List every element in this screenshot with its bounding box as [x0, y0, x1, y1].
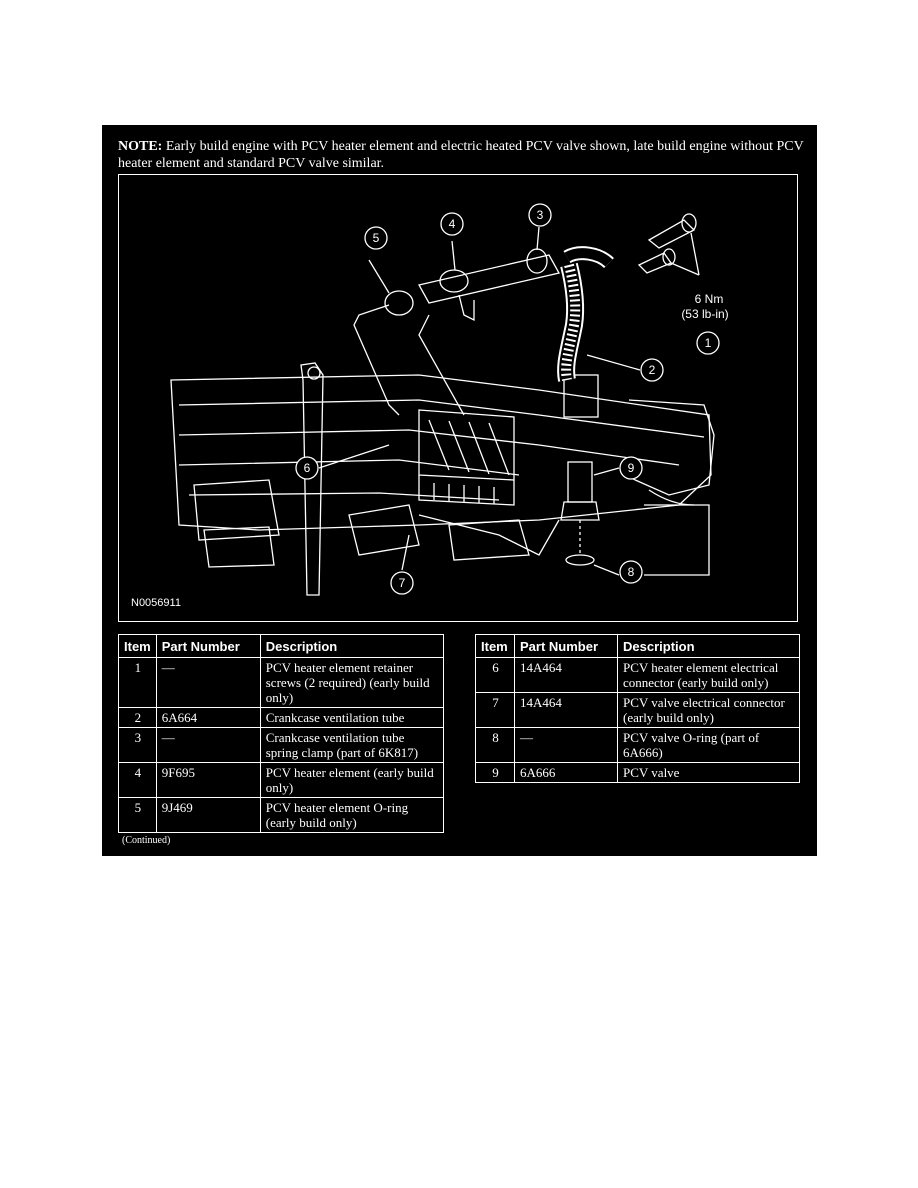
lower-component	[349, 505, 419, 555]
row-item: 8	[476, 728, 515, 763]
leader-6	[319, 445, 389, 468]
leader-torque	[691, 233, 699, 275]
row-part-number: —	[156, 658, 260, 708]
table-header-row	[476, 635, 800, 658]
document-panel	[102, 125, 817, 856]
heater-housing	[440, 270, 468, 292]
heater-wire	[354, 305, 399, 415]
figure-id: N0056911	[131, 597, 181, 609]
table-row	[476, 658, 800, 693]
pcv-valve-body	[568, 462, 592, 502]
callout-4: 4	[448, 217, 456, 231]
row-part-number: —	[515, 728, 618, 763]
callout-7: 7	[398, 576, 406, 590]
parts-table-right	[475, 634, 800, 783]
engine-rib-line	[179, 400, 704, 437]
row-part-number: 9F695	[156, 763, 260, 798]
row-description: PCV valve O-ring (part of 6A666)	[618, 728, 800, 763]
lower-component	[204, 527, 274, 567]
row-description: PCV heater element (early build only)	[260, 763, 443, 798]
header-description: Description	[618, 635, 800, 658]
retainer-screw	[639, 253, 671, 273]
leader-2	[587, 355, 640, 370]
table-row	[476, 728, 800, 763]
engine-block-outline	[171, 375, 711, 530]
lower-component	[194, 480, 279, 540]
row-item: 4	[119, 763, 157, 798]
row-description: PCV valve	[618, 763, 800, 783]
row-part-number: 9J469	[156, 798, 260, 833]
header-item: Item	[476, 635, 515, 658]
leader-4	[452, 241, 455, 270]
leader-5	[369, 260, 389, 293]
row-part-number: 6A666	[515, 763, 618, 783]
row-item: 9	[476, 763, 515, 783]
callout-8: 8	[627, 565, 635, 579]
row-description: Crankcase ventilation tube spring clamp (part of 6K817)	[260, 728, 443, 763]
callout-3: 3	[536, 208, 544, 222]
row-description: PCV heater element O-ring (early build only)	[260, 798, 443, 833]
engine-illustration	[118, 174, 798, 622]
row-description: Crankcase ventilation tube	[260, 708, 443, 728]
row-part-number: 6A664	[156, 708, 260, 728]
row-part-number: 14A464	[515, 658, 618, 693]
heater-tab	[459, 295, 474, 320]
callout-1: 1	[704, 336, 712, 350]
leader-3	[537, 227, 539, 250]
throttle-fins	[429, 420, 509, 475]
row-item: 3	[119, 728, 157, 763]
header-part-number: Part Number	[515, 635, 618, 658]
row-item: 2	[119, 708, 157, 728]
torque-value: 6 Nm	[694, 292, 724, 306]
table-row	[119, 708, 444, 728]
leader-7	[402, 535, 409, 570]
header-item: Item	[119, 635, 157, 658]
engine-rib-line	[189, 493, 499, 500]
row-item: 1	[119, 658, 157, 708]
row-description: PCV valve electrical connector (early build only)	[618, 693, 800, 728]
table-row	[119, 658, 444, 708]
note-body: Early build engine with PCV heater element and electric heated PCV valve shown, late build engine without PCV heater element and standard PCV valve similar.	[118, 139, 804, 171]
valve-wire	[419, 515, 559, 555]
continued-label: (Continued)	[122, 835, 171, 846]
row-description: PCV heater element retainer screws (2 required) (early build only)	[260, 658, 443, 708]
parts-table-left	[118, 634, 444, 833]
table-header-row	[119, 635, 444, 658]
table-row	[476, 693, 800, 728]
callout-5: 5	[372, 231, 380, 245]
engine-drawing	[119, 175, 797, 621]
throttle-body	[419, 410, 514, 480]
spring-clamp	[527, 249, 547, 273]
leader-torque	[671, 263, 699, 275]
heater-wire	[419, 315, 464, 415]
leader-9	[594, 468, 619, 475]
engine-rib-line	[179, 460, 519, 475]
header-part-number: Part Number	[156, 635, 260, 658]
row-item: 6	[476, 658, 515, 693]
row-description: PCV heater element electrical connector (early build only)	[618, 658, 800, 693]
table-row	[119, 728, 444, 763]
header-description: Description	[260, 635, 443, 658]
row-part-number: —	[156, 728, 260, 763]
right-housing	[644, 505, 709, 575]
screw-head	[663, 249, 675, 265]
engine-rib-line	[179, 430, 679, 465]
retainer-screw	[649, 220, 694, 248]
o-ring-8	[566, 555, 594, 565]
table-row	[476, 763, 800, 783]
note-label: NOTE:	[118, 139, 163, 154]
heater-o-ring	[385, 291, 413, 315]
row-item: 5	[119, 798, 157, 833]
row-part-number: 14A464	[515, 693, 618, 728]
callout-6: 6	[303, 461, 311, 475]
leader-8	[594, 565, 619, 575]
screw-head	[682, 214, 696, 232]
table-row	[119, 798, 444, 833]
table-row	[119, 763, 444, 798]
row-item: 7	[476, 693, 515, 728]
callout-2: 2	[648, 363, 656, 377]
note-text	[118, 138, 808, 172]
torque-alt: (53 lb-in)	[681, 307, 729, 321]
callout-9: 9	[627, 461, 635, 475]
